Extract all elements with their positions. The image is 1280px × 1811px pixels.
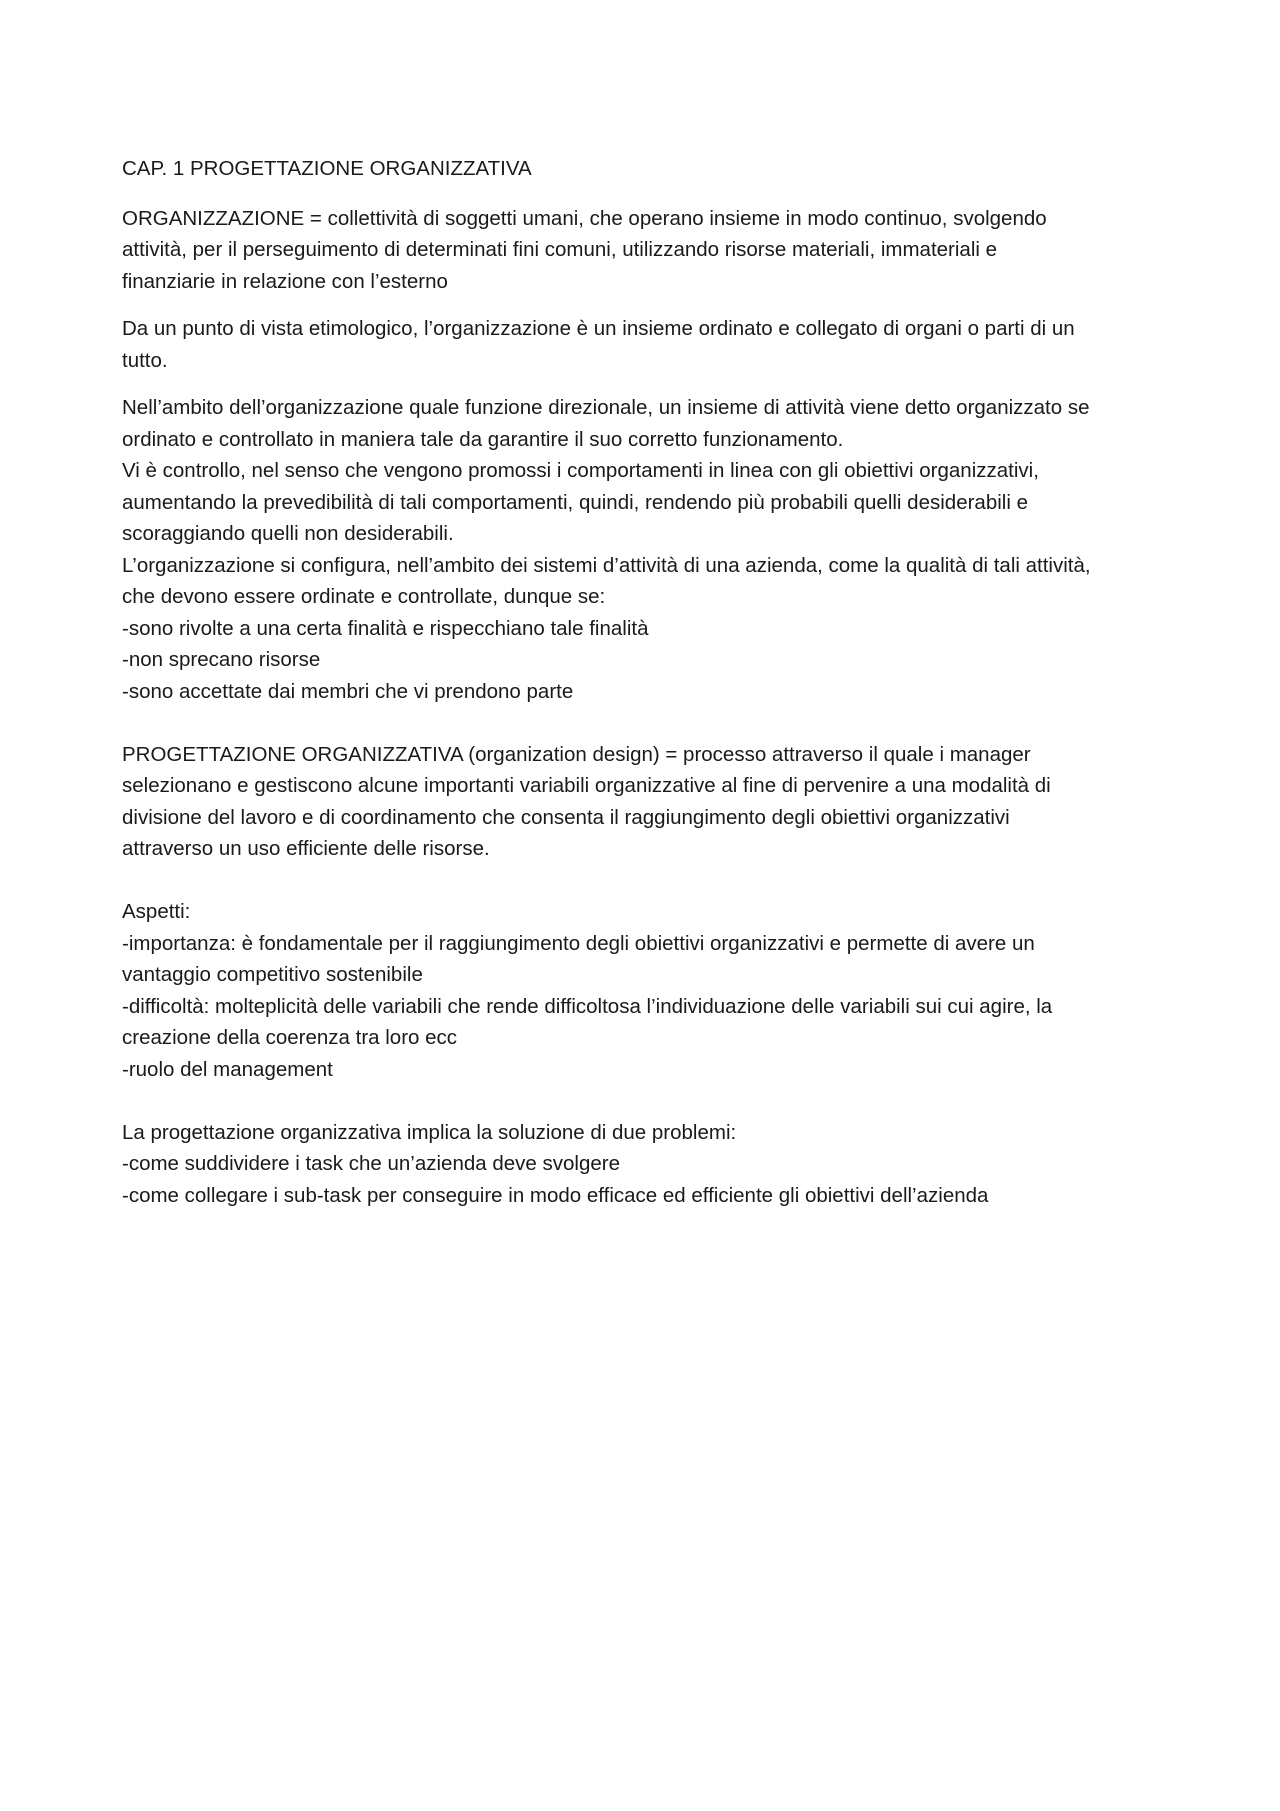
list-item: -sono accettate dai membri che vi prendono parte	[122, 679, 574, 703]
paragraph-directional-function	[122, 392, 1174, 1211]
list-item: -come collegare i sub-task per conseguire in modo efficace ed efficiente gli obiettivi dell’azienda	[122, 1183, 989, 1207]
list-item: -come suddividere i task che un’azienda deve svolgere	[122, 1152, 620, 1175]
list-item: -non sprecano risorse	[122, 648, 321, 671]
blank-line	[122, 1085, 1174, 1117]
text-line: finanziarie in relazione con l’esterno	[122, 269, 448, 293]
document-body	[122, 153, 1174, 1227]
text-line: PROGETTAZIONE ORGANIZZATIVA (organization design) = processo attraverso il quale i manager	[122, 742, 1031, 766]
text-line: scoraggiando quelli non desiderabili.	[122, 522, 454, 545]
text-line: L’organizzazione si configura, nell’ambito dei sistemi d’attività di una azienda, come la qualità di tali attività,	[122, 553, 1091, 577]
text-line: selezionano e gestiscono alcune importanti variabili organizzative al fine di pervenire a una modalità di	[122, 774, 1051, 797]
text-line: Da un punto di vista etimologico, l’organizzazione è un insieme ordinato e collegato di organi o parti di un	[122, 317, 1075, 340]
text-line: Aspetti:	[122, 900, 191, 923]
paragraph-organizzazione-definition	[122, 203, 1174, 298]
text-line: ORGANIZZAZIONE = collettività di soggetti umani, che operano insieme in modo continuo, svolgendo	[122, 206, 1047, 230]
text-line: creazione della coerenza tra loro ecc	[122, 1026, 458, 1049]
text-line: tutto.	[122, 348, 168, 372]
text-line: attività, per il perseguimento di determinati fini comuni, utilizzando risorse materiali, immateriali e	[122, 238, 998, 261]
text-line: attraverso un uso efficiente delle risorse.	[122, 837, 490, 860]
text-line: ordinato e controllato in maniera tale da garantire il suo corretto funzionamento.	[122, 427, 844, 451]
blank-line	[122, 707, 1174, 739]
text-line: Vi è controllo, nel senso che vengono promossi i comportamenti in linea con gli obiettivi organizzativi,	[122, 459, 1039, 482]
text-line: vantaggio competitivo sostenibile	[122, 963, 423, 986]
text-line: La progettazione organizzativa implica la soluzione di due problemi:	[122, 1120, 737, 1144]
list-item: -ruolo del management	[122, 1057, 333, 1081]
text-line: Nell’ambito dell’organizzazione quale funzione direzionale, un insieme di attività viene detto organizzato se	[122, 396, 1090, 419]
text-line: che devono essere ordinate e controllate, dunque se:	[122, 585, 606, 608]
list-item: -importanza: è fondamentale per il raggiungimento degli obiettivi organizzativi e permette di avere un	[122, 931, 1035, 955]
list-item: -sono rivolte a una certa finalità e rispecchiano tale finalità	[122, 616, 649, 640]
text-line: aumentando la prevedibilità di tali comportamenti, quindi, rendendo più probabili quelli desiderabili e	[122, 490, 1028, 514]
document-title: CAP. 1 PROGETTAZIONE ORGANIZZATIVA	[122, 157, 532, 180]
blank-line	[122, 865, 1174, 897]
text-line: divisione del lavoro e di coordinamento che consenta il raggiungimento degli obiettivi organizzativi	[122, 805, 1010, 829]
paragraph-etymology	[122, 313, 1174, 376]
list-item: -difficoltà: molteplicità delle variabili che rende difficoltosa l’individuazione delle variabili sui cui agire, la	[122, 994, 1053, 1018]
